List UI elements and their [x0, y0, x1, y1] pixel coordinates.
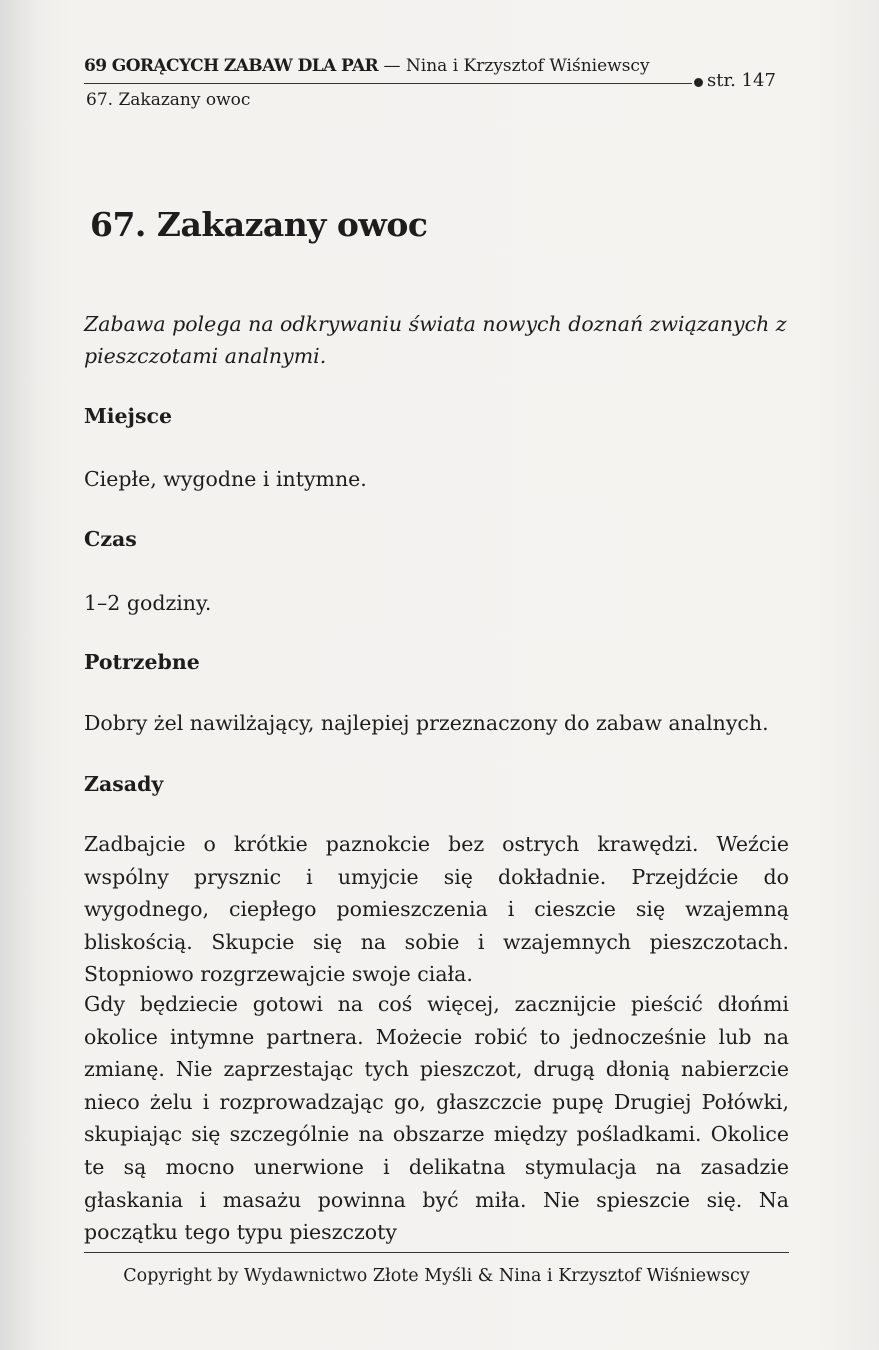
header-title-line [84, 56, 784, 76]
header-rule [84, 83, 692, 84]
header-separator: — [378, 56, 406, 76]
header-chapter: 67. Zakazany owoc [86, 90, 251, 110]
header-authors: Nina i Krzysztof Wiśniewscy [405, 56, 650, 76]
footer-rule [84, 1252, 789, 1253]
page-number: str. 147 [707, 70, 776, 91]
rules-paragraph-1: Zadbajcie o krótkie paznokcie bez ostrych krawędzi. Weźcie wspólny prysznic i umyjcie się dokładnie. Przejdźcie do wygodnego, ciepłego pomieszczenia i cieszcie się wzajemną bliskością. Skupcie się na sobie i wzajemnych pieszczotach. Stopniowo rozgrzewajcie swoje ciała. [84, 832, 789, 987]
needed-text: Dobry żel nawilżający, najlepiej przeznaczony do zabaw analnych. [84, 711, 769, 735]
place-text: Ciepłe, wygodne i intymne. [84, 467, 367, 491]
header-book-title: 69 GORĄCYCH ZABAW DLA PAR [84, 56, 379, 76]
place-heading: Miejsce [84, 404, 173, 428]
chapter-title: 67. Zakazany owoc [90, 205, 428, 244]
bullet-icon [694, 78, 703, 87]
running-header [84, 56, 784, 110]
needed-heading: Potrzebne [84, 650, 200, 674]
footer-copyright: Copyright by Wydawnictwo Złote Myśli & Nina i Krzysztof Wiśniewscy [123, 1266, 750, 1286]
time-text: 1–2 godziny. [84, 591, 212, 615]
intro-paragraph: Zabawa polega na odkrywaniu świata nowych doznań związanych z pieszczotami analnymi. [84, 312, 787, 368]
rules-heading: Zasady [84, 772, 164, 796]
time-heading: Czas [84, 527, 137, 551]
rules-paragraph-2: Gdy będziecie gotowi na coś więcej, zacznijcie pieścić dłońmi okolice intymne partnera. Możecie robić to jednocześnie lub na zmianę. Nie zaprzestając tych pieszczot, drugą dłonią nabierzcie nieco żelu i rozprowadzając go, głaszczcie pupę Drugiej Połówki, skupiając się szczególnie na obszarze między pośladkami. Okolice te są mocno unerwione i delikatna stymulacja na zasadzie głaskania i masażu powinna być miła. Nie spieszcie się. Na początku tego typu pieszczoty [84, 992, 789, 1245]
